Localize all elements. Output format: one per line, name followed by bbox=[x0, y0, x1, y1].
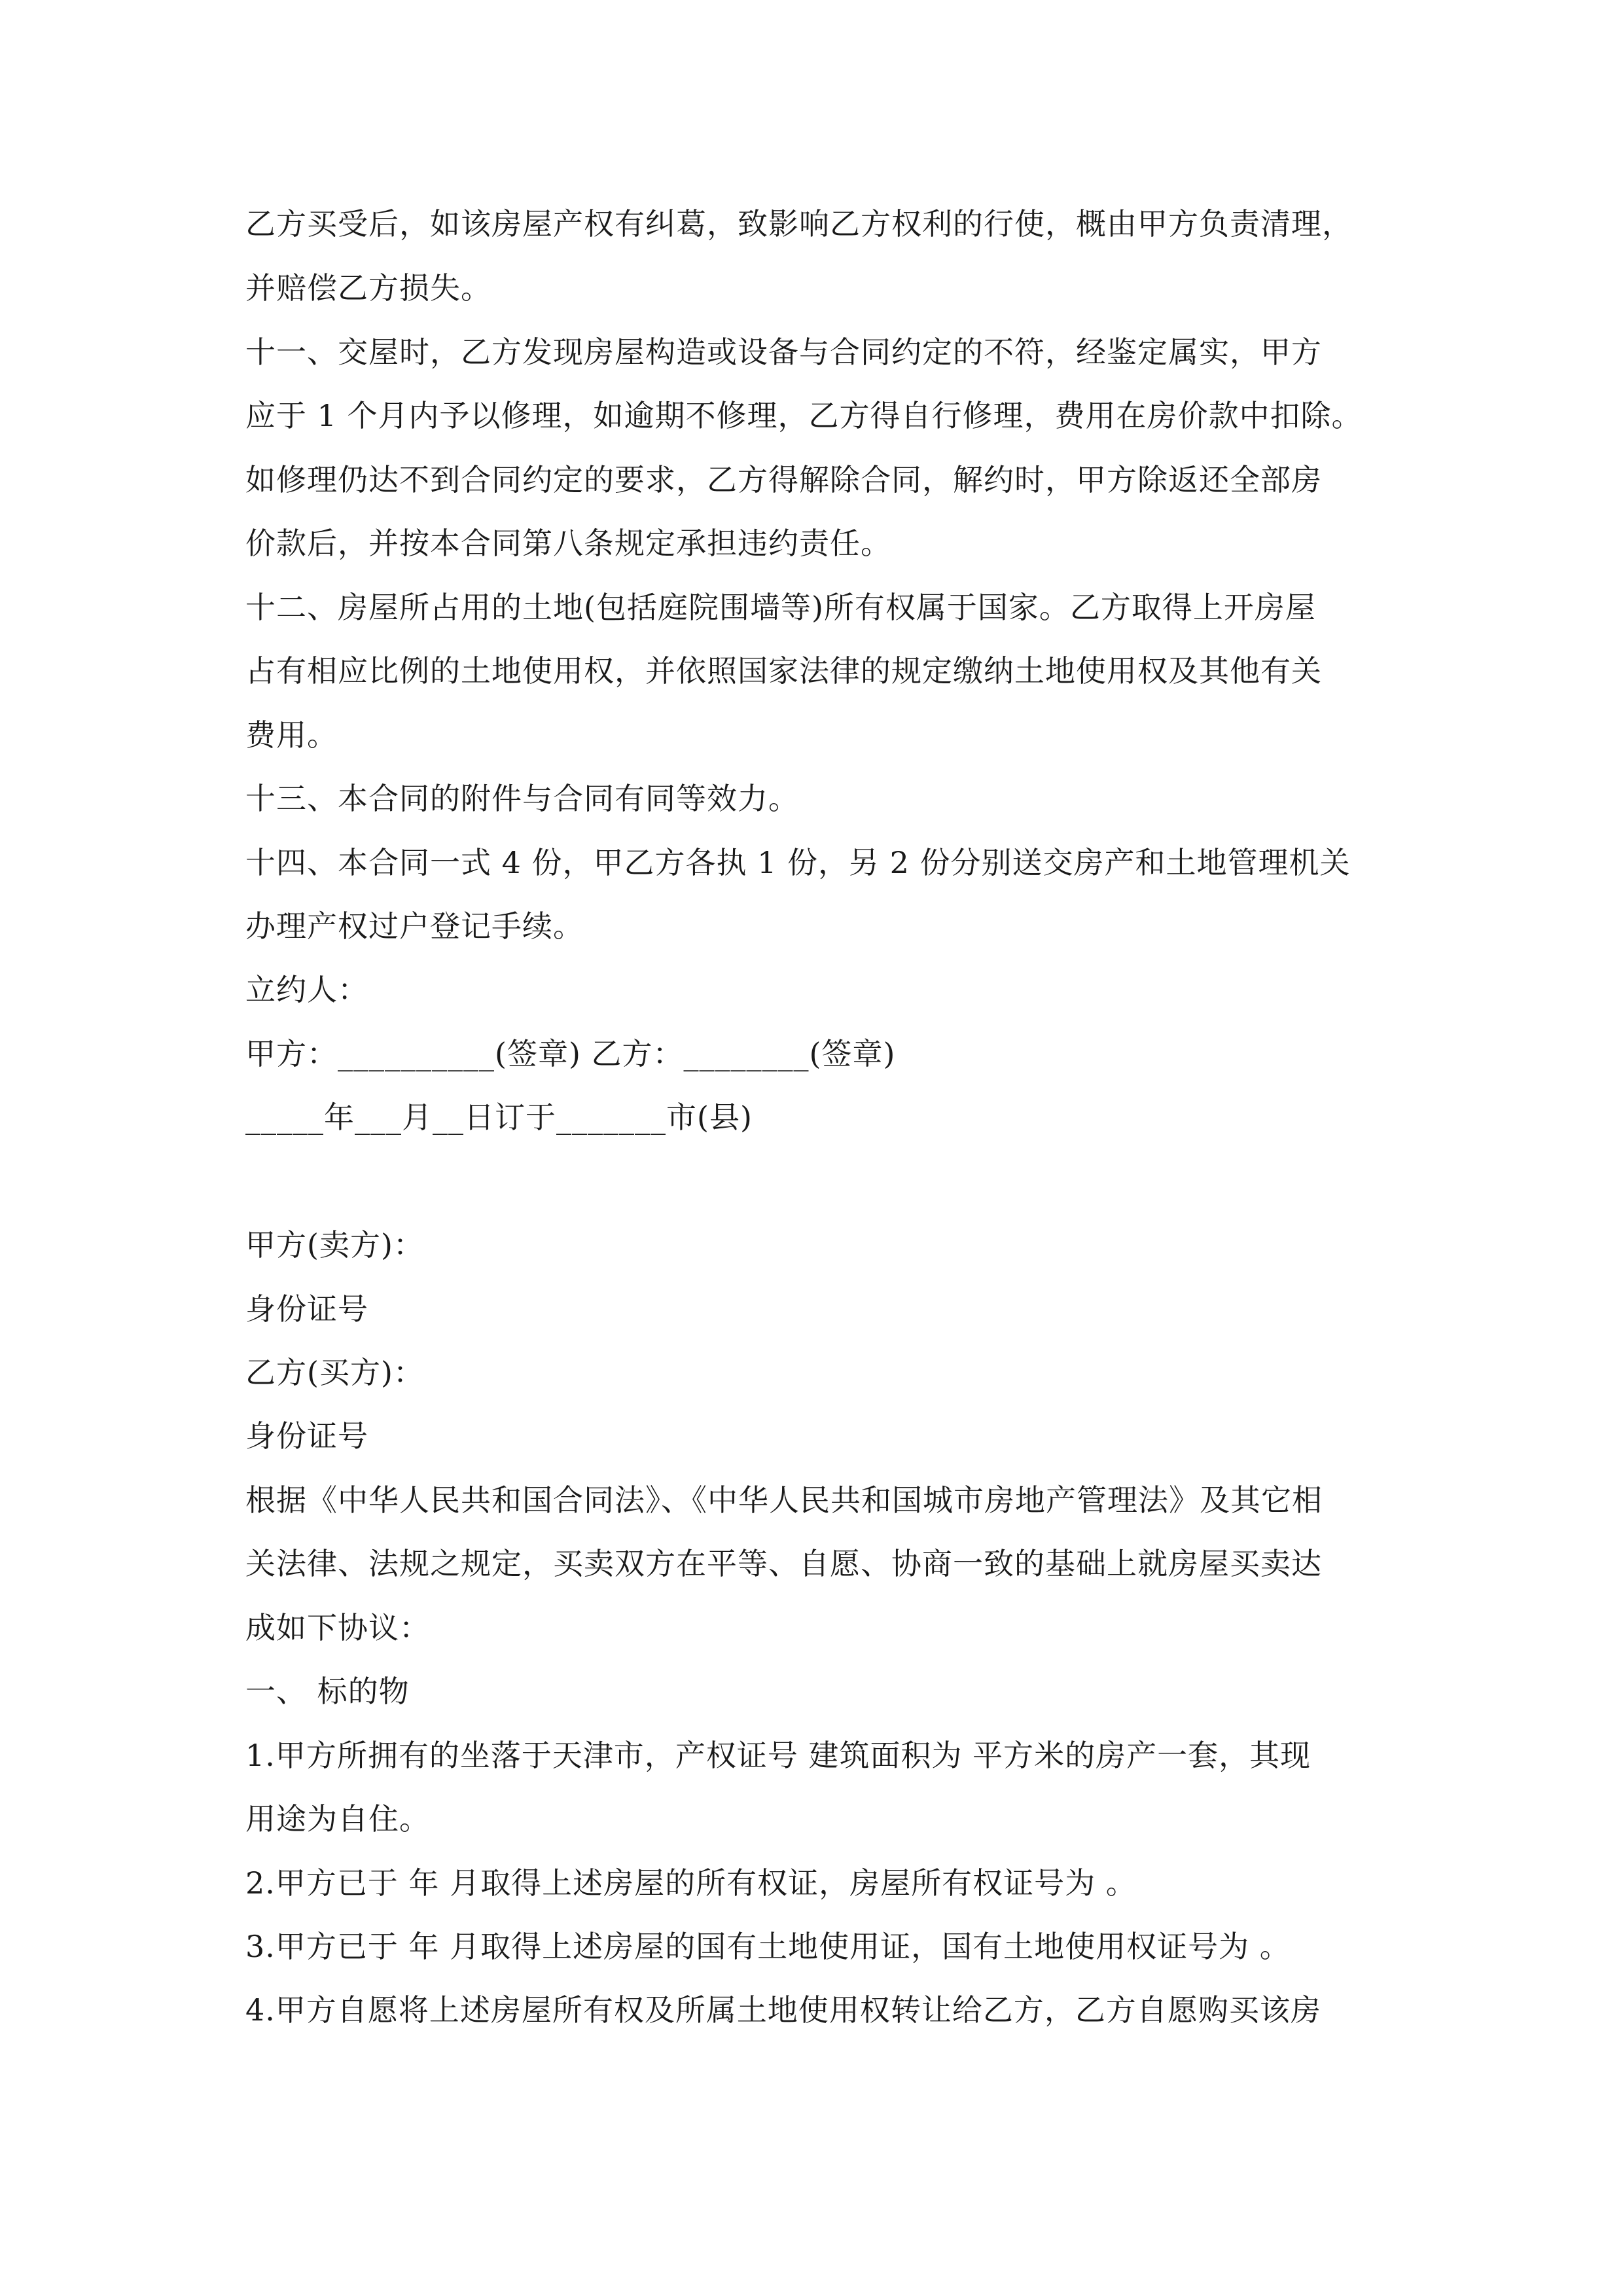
text-line: 费用。 bbox=[245, 717, 338, 753]
text-line: 甲方(卖方)： bbox=[245, 1227, 424, 1263]
text-line: 十三、本合同的附件与合同有同等效力。 bbox=[245, 781, 799, 816]
text-line: 乙方买受后，如该房屋产权有纠葛，致影响乙方权利的行使，概由甲方负责清理， bbox=[245, 206, 1353, 242]
text-line: 3.甲方已于 年 月取得上述房屋的国有土地使用证，国有土地使用权证号为 。 bbox=[245, 1929, 1291, 1964]
text-line: 应于 1 个月内予以修理，如逾期不修理，乙方得自行修理，费用在房价款中扣除。 bbox=[245, 398, 1363, 433]
date-place-line: _____年___月__日订于_______市(县) bbox=[245, 1100, 753, 1135]
text-line: 办理产权过户登记手续。 bbox=[245, 908, 584, 944]
text-line: 占有相应比例的土地使用权，并依照国家法律的规定缴纳土地使用权及其他有关 bbox=[245, 653, 1322, 689]
text-line: 2.甲方已于 年 月取得上述房屋的所有权证，房屋所有权证号为 。 bbox=[245, 1865, 1137, 1901]
text-line: 乙方(买方)： bbox=[245, 1355, 424, 1390]
text-line: 十二、房屋所占用的土地(包括庭院围墙等)所有权属于国家。乙方取得上开房屋 bbox=[245, 590, 1316, 625]
text-line: 立约人： bbox=[245, 972, 368, 1007]
text-line: 并赔偿乙方损失。 bbox=[245, 270, 491, 306]
section-heading: 一、 标的物 bbox=[245, 1674, 410, 1709]
text-line: 价款后，并按本合同第八条规定承担违约责任。 bbox=[245, 526, 891, 561]
text-line: 十一、交屋时，乙方发现房屋构造或设备与合同约定的不符，经鉴定属实，甲方 bbox=[245, 334, 1322, 370]
text-line: 4.甲方自愿将上述房屋所有权及所属土地使用权转让给乙方，乙方自愿购买该房 bbox=[245, 1992, 1321, 2028]
signature-line: 甲方：__________(签章) 乙方：________(签章) bbox=[245, 1036, 896, 1071]
text-line: 用途为自住。 bbox=[245, 1801, 430, 1837]
text-line: 关法律、法规之规定，买卖双方在平等、自愿、协商一致的基础上就房屋买卖达 bbox=[245, 1546, 1322, 1581]
text-line: 如修理仍达不到合同约定的要求，乙方得解除合同，解约时，甲方除返还全部房 bbox=[245, 462, 1322, 497]
text-line: 成如下协议： bbox=[245, 1610, 430, 1645]
text-line: 根据《中华人民共和国合同法》、《中华人民共和国城市房地产管理法》及其它相 bbox=[245, 1482, 1323, 1518]
text-line: 身份证号 bbox=[245, 1291, 368, 1327]
text-line: 身份证号 bbox=[245, 1418, 368, 1454]
text-line: 1.甲方所拥有的坐落于天津市，产权证号 建筑面积为 平方米的房产一套，其现 bbox=[245, 1738, 1311, 1773]
text-line: 十四、本合同一式 4 份，甲乙方各执 1 份，另 2 份分别送交房产和土地管理机关 bbox=[245, 845, 1351, 880]
